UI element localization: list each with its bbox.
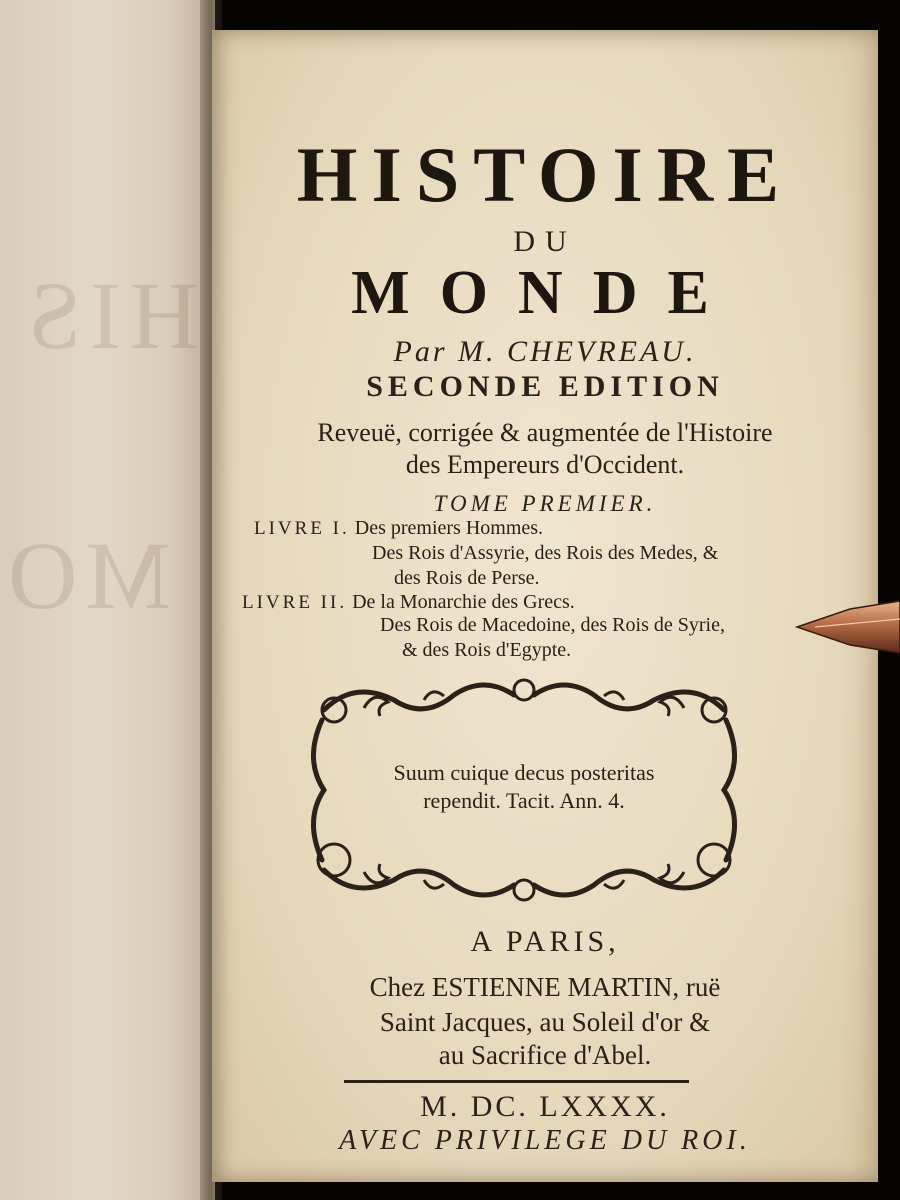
publication-date: M. DC. LXXXX. [420,1090,670,1123]
publisher-line: Saint Jacques, au Soleil d'or & [379,1007,711,1037]
livre-1-text: Des Rois d'Assyrie, des Rois des Medes, & [372,542,719,564]
livre-2-text: & des Rois d'Egypte. [402,639,572,661]
revision-line: Reveuë, corrigée & augmentée de l'Histoire [317,418,773,447]
motto-line: rependit. Tacit. Ann. 4. [423,788,625,813]
title-monde: MONDE [351,259,739,327]
title-du: DU [513,225,577,258]
author-line: Par M. CHEVREAU. [393,335,697,368]
privilege-line: AVEC PRIVILEGE DU ROI. [339,1125,751,1156]
livre-2-label: LIVRE II. [242,592,348,613]
motto-line: Suum cuique decus posteritas [393,760,655,785]
livre-1-entry [254,517,543,540]
title-page [212,30,878,1182]
livre-2-text: Des Rois de Macedoine, des Rois de Syrie, [380,614,725,636]
show-through-text: HIS [20,262,199,369]
livre-1-text: Des premiers Hommes. [354,517,544,539]
livre-2-entry [242,591,575,614]
ornamental-cartouche [294,660,754,916]
left-facing-page [0,0,215,1200]
book-title: HISTOIRE [296,131,794,218]
publisher-line: au Sacrifice d'Abel. [438,1040,652,1070]
copper-pointer-icon [795,597,900,655]
divider-rule [344,1080,689,1083]
livre-2-text: De la Monarchie des Grecs. [352,591,575,613]
show-through-text: MO [0,522,171,629]
livre-1-text: des Rois de Perse. [394,567,540,589]
imprint-place: A PARIS, [470,925,620,958]
publisher-line: Chez ESTIENNE MARTIN, ruë [369,972,721,1002]
volume-line: TOME PREMIER. [433,491,657,516]
revision-line: des Empereurs d'Occident. [405,450,685,479]
livre-1-label: LIVRE I. [254,518,350,539]
edition-line: SECONDE EDITION [366,370,724,403]
